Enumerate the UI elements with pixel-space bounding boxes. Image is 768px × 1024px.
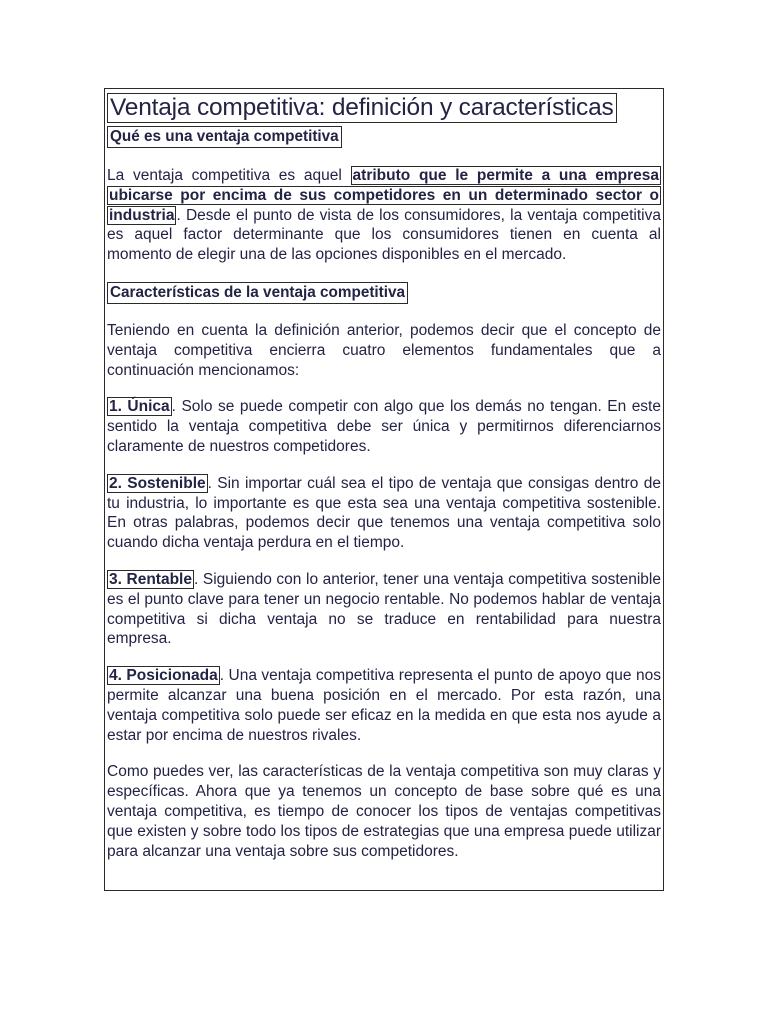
intro-text-start: La ventaja competitiva es aquel [107,167,351,184]
characteristics-intro: Teniendo en cuenta la definición anterior, podemos decir que el concepto de ventaja competitiva encierra cuatro elementos fundamentales que a continuación mencionamos: [107,321,661,379]
item-label: 4. Posicionada [109,667,218,685]
section-heading-characteristics: Características de la ventaja competitiva [107,282,408,304]
conclusion-paragraph: Como puedes ver, las características de la ventaja competitiva son muy claras y específicas. Ahora que ya tenemos un concepto de base sobre qué es una ventaja competitiva, es tiempo de conocer los tipos de ventajas competitivas que existen y sobre todo los tipos de estrategias que una empresa puede utilizar para alcanzar una ventaja sobre sus competidores. [107,763,661,860]
item-label: 1. Única [109,398,170,416]
item-unica [107,397,661,456]
section-heading-definition: Qué es una ventaja competitiva [107,126,342,148]
document-page [104,88,664,891]
item-rentable [107,570,661,649]
intro-text-end: . Desde el punto de vista de los consumidores, la ventaja competitiva es aquel factor determinante que los consumidores tienen en cuenta al momento de elegir una de las opciones disponibles en el mercado. [107,206,661,264]
item-posicionada [107,666,661,745]
intro-paragraph [107,166,661,265]
intro-highlight: atributo que le permite a una empresa ubicarse por encima de sus competidores en un determinado sector o industria [109,167,659,224]
item-text: . Solo se puede competir con algo que los demás no tengan. En este sentido la ventaja competitiva debe ser única y permitirnos diferenciarnos claramente de nuestros competidores. [107,398,661,455]
item-text: . Sin importar cuál sea el tipo de ventaja que consigas dentro de tu industria, lo importante es que esta sea una ventaja competitiva sostenible. En otras palabras, podemos decir que tenemos una ventaja competitiva solo cuando dicha ventaja perdura en el tiempo. [107,474,661,552]
item-text: . Siguiendo con lo anterior, tener una ventaja competitiva sostenible es el punto clave para tener un negocio rentable. No podemos hablar de ventaja competitiva si dicha ventaja no se traduce en rentabilidad para nuestra empresa. [107,570,661,648]
item-label: 3. Rentable [109,570,192,588]
item-text: . Una ventaja competitiva representa el punto de apoyo que nos permite alcanzar una buena posición en el mercado. Por esta razón, una ventaja competitiva solo puede ser eficaz en la medida en que esta nos ayude a estar por encima de nuestros rivales. [107,667,661,744]
item-label: 2. Sostenible [109,474,206,492]
page-title: Ventaja competitiva: definición y características [107,93,617,123]
item-sostenible [107,474,661,553]
